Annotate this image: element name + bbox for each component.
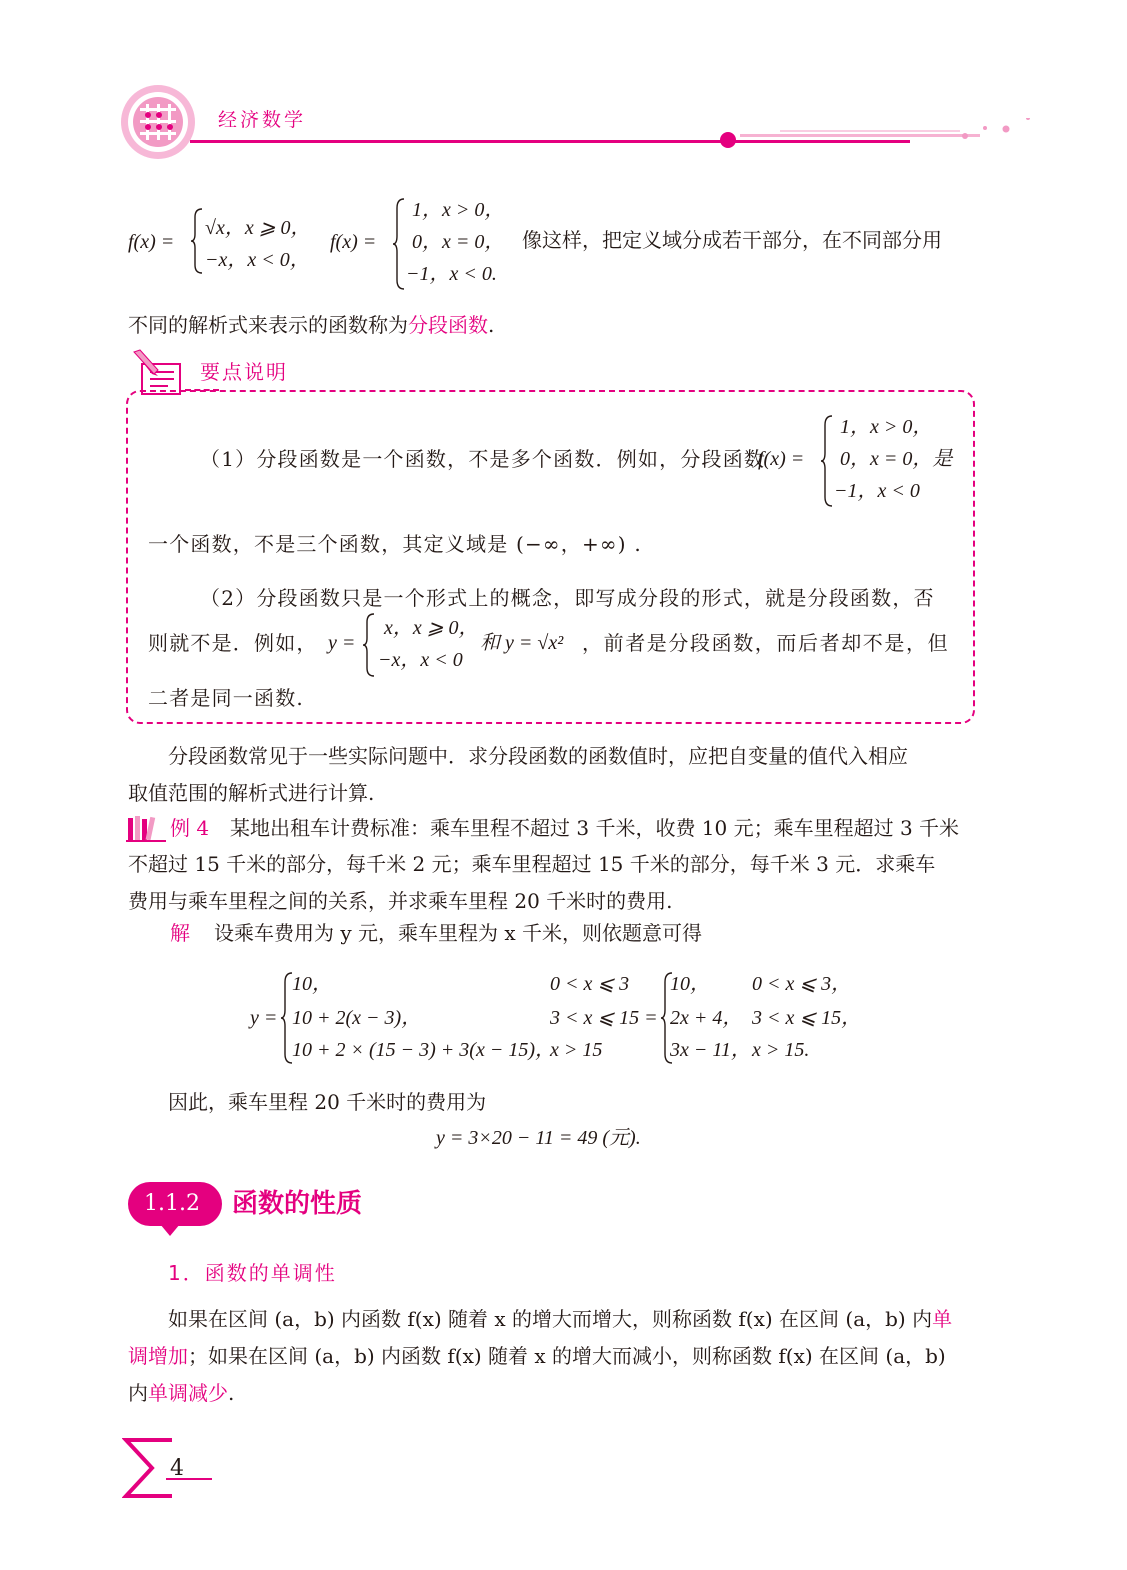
book-stack-icon [126,814,166,842]
section-title: 函数的性质 [232,1189,363,1219]
conclusion: 因此，乘车里程 20 千米时的费用为 [168,1090,487,1114]
monotonic-line3-post: . [228,1381,235,1405]
subsection-title: 1．函数的单调性 [168,1261,337,1285]
header-rule [180,118,1040,158]
sol-c2: 3 < x ⩽ 15 = [550,1007,658,1029]
keypoints-p1-lhs: f(x) = [758,448,805,470]
formula-f1-case1: √x，x ⩾ 0， [205,217,311,239]
formula-f2-case2: 0，x = 0， [412,231,505,253]
example-line2: 不超过 15 千米的部分，每千米 2 元；乘车里程超过 15 千米的部分，每千米 3 元．求乘车 [128,852,936,876]
keypoints-p1-case1: 1，x > 0， [840,416,933,438]
solution-text: 设乘车费用为 y 元，乘车里程为 x 千米，则依题意可得 [214,921,703,945]
sol-b3: 3x − 11， [670,1039,751,1061]
sol-b2: 2x + 4， [670,1007,743,1029]
intro-line2-pre: 不同的解析式来表示的函数称为 [128,313,408,337]
section-1-1-2 [0,1170,1127,1420]
keypoints-p2-line1: （2）分段函数只是一个形式上的概念，即写成分段的形式，就是分段函数，否 [200,586,935,610]
monotonic-line2-post: ；如果在区间 (a，b) 内函数 f(x) 随着 x 的增大而减小，则称函数 f(x) 在区间 (a，b) [188,1344,946,1368]
monotonic-line2 [128,1346,946,1366]
page-number: 4 [170,1456,184,1481]
keypoints-panel [0,345,1127,725]
intro-section [0,180,1127,340]
brace-kp2 [362,613,376,677]
keypoints-p2-line3: 二者是同一函数. [148,686,304,710]
intro-line2 [128,315,494,335]
page-footer [0,1430,1127,1510]
formula-f1-lhs: f(x) = [128,231,175,253]
keypoints-p2-lhs: y = [328,632,356,654]
page-header [0,0,1127,170]
sol-c1: 0 < x ⩽ 3 [550,973,630,995]
example-line3: 费用与乘车里程之间的关系，并求乘车里程 20 千米时的费用. [128,889,673,913]
sol-lhs: y = [250,1007,278,1029]
sol-d3: x > 15. [752,1039,810,1061]
section-number-badge [128,1182,222,1226]
solution-label: 解 [170,921,190,945]
term-piecewise-function: 分段函数 [408,313,488,337]
term-decreasing: 单调减少 [148,1381,228,1405]
keypoints-p1-case2: 0，x = 0，是 [840,448,953,470]
sol-c3: x > 15 [550,1039,603,1061]
para1-line2: 取值范围的解析式进行计算. [128,781,375,805]
brace-f2 [392,198,406,290]
example-label: 例 4 [170,816,210,840]
example-line1: 某地出租车计费标准：乘车里程不超过 3 千米，收费 10 元；乘车里程超过 3 千米 [230,816,960,840]
keypoints-p2-line2-pre: 则就不是．例如， [148,631,318,655]
keypoints-p1-case3: −1，x < 0 [834,480,920,502]
formula-f2-lhs: f(x) = [330,231,377,253]
sigma-icon [122,1438,212,1498]
keypoints-p1-line2: 一个函数，不是三个函数，其定义域是 (−∞，+∞) . [148,532,642,556]
sol-a1: 10， [292,973,332,995]
body-section [0,740,1127,1160]
keypoints-title: 要点说明 [200,360,288,384]
sol-b1: 10， [670,973,710,995]
keypoints-p2-mid: 和 y = √x² [480,632,564,654]
keypoints-box [126,390,975,724]
term-increasing-part1: 单 [932,1307,953,1331]
intro-line2-post: . [488,313,495,337]
brace-f1 [190,208,204,274]
intro-line1-tail: 像这样，把定义域分成若干部分，在不同部分用 [522,228,942,252]
term-increasing-part2: 调增加 [128,1344,188,1368]
sol-a3: 10 + 2 × (15 − 3) + 3(x − 15)， [292,1039,555,1061]
monotonic-line3-pre: 内 [128,1381,148,1405]
sol-d1: 0 < x ⩽ 3， [752,973,852,995]
sol-a2: 10 + 2(x − 3)， [292,1007,422,1029]
monotonic-line1 [168,1309,952,1329]
badge-tail [160,1224,180,1236]
formula-f1-case2: −x，x < 0， [205,249,310,271]
para1-line1: 分段函数常见于一些实际问题中．求分段函数的函数值时，应把自变量的值代入相应 [168,744,908,768]
keypoints-p1-text: （1）分段函数是一个函数，不是多个函数．例如，分段函数 [200,447,766,471]
keypoints-p2-line2-post: ，前者是分段函数，而后者却不是，但 [582,631,950,655]
formula-f2-case3: −1，x < 0. [406,263,497,285]
formula-f2-case1: 1，x > 0， [412,199,505,221]
keypoints-p2-case1: x，x ⩾ 0， [384,617,479,639]
sol-d2: 3 < x ⩽ 15， [752,1007,862,1029]
section-number: 1.1.2 [144,1191,200,1216]
brace-kp1 [820,415,834,507]
monotonic-line3 [128,1383,234,1403]
keypoints-p2-case2: −x，x < 0 [378,649,463,671]
monotonic-line1-pre: 如果在区间 (a，b) 内函数 f(x) 随着 x 的增大而增大，则称函数 f(x) 在区间 (a，b) 内 [168,1307,933,1331]
header-book-title: 经济数学 [218,109,307,131]
result-formula: y = 3×20 − 11 = 49 (元). [436,1127,641,1149]
